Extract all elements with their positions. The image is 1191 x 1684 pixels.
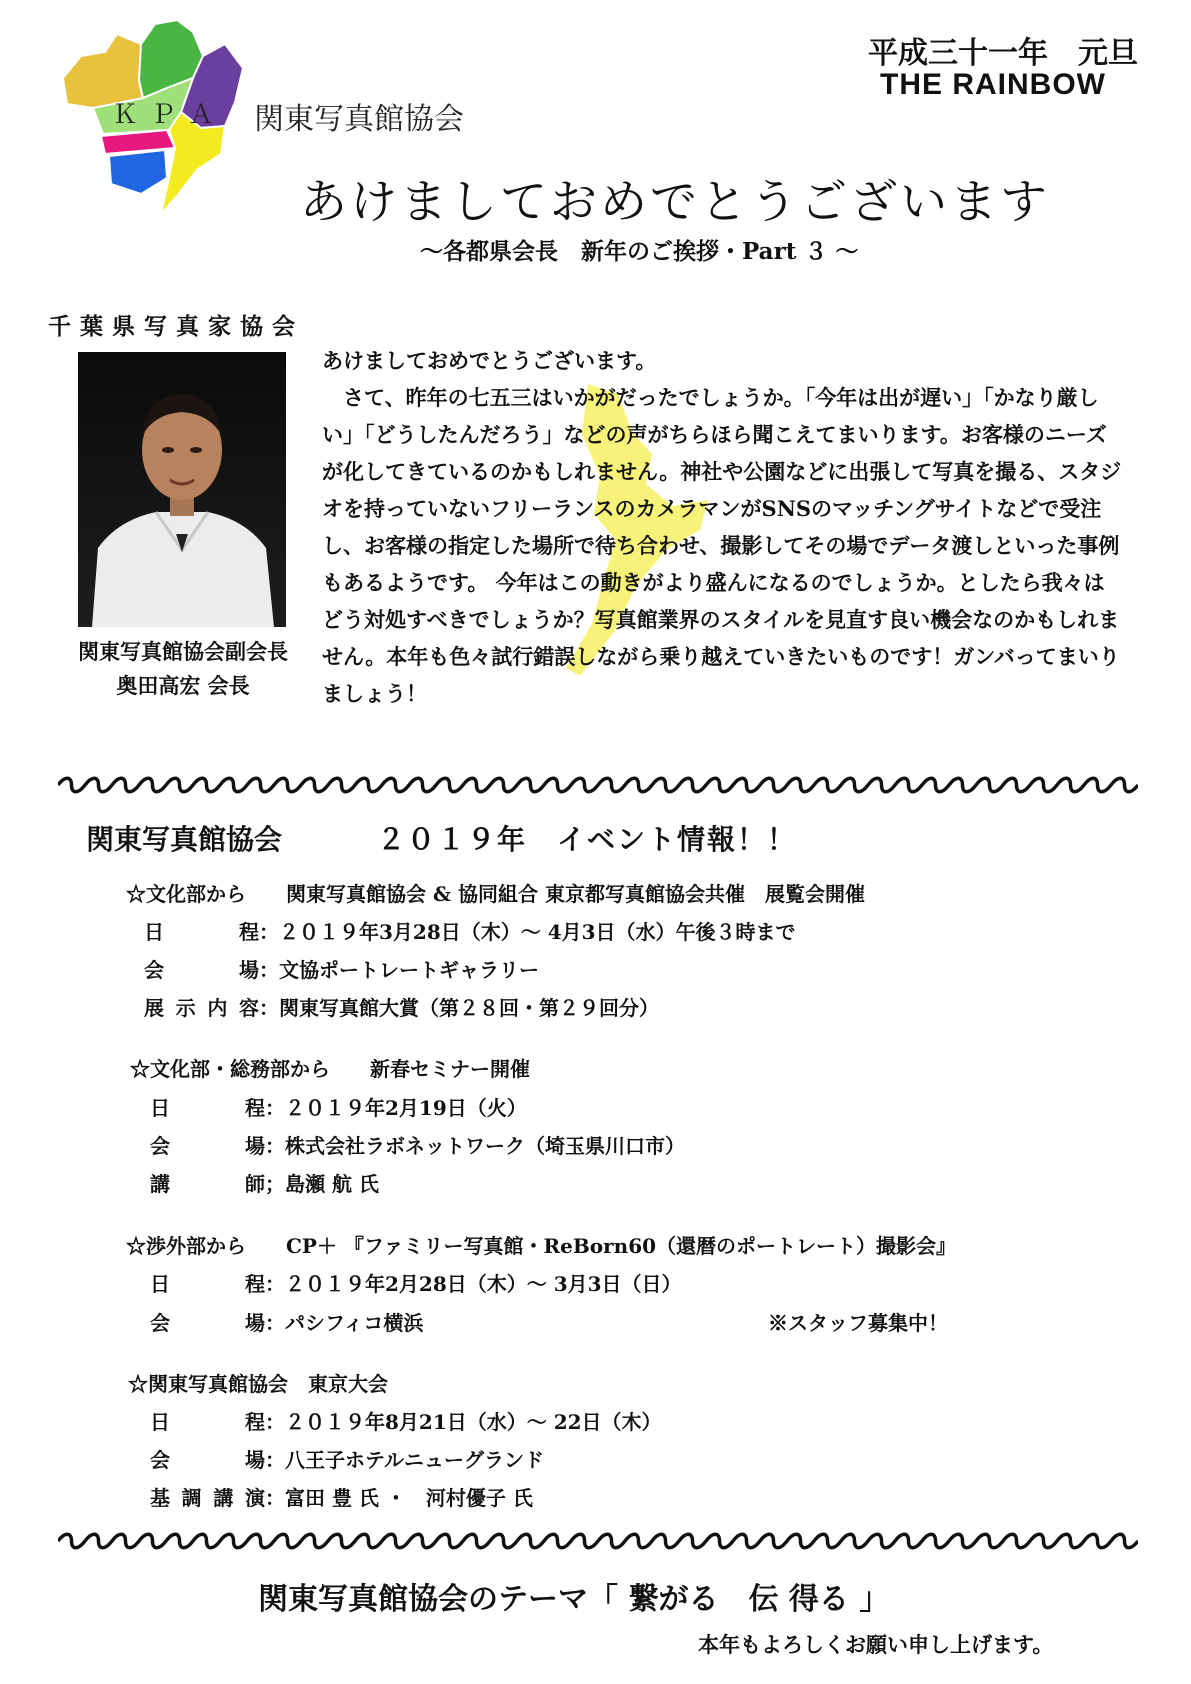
event-row-content: [144, 992, 659, 1021]
event-row-value: ：富田 豊 氏 ・ 河村優子 氏: [265, 1486, 533, 1510]
event-row-value: ：株式会社ラボネットワーク（埼玉県川口市）: [265, 1134, 685, 1158]
page-title: あけましておめでとうございます: [300, 175, 1050, 230]
caption-name: 奥田高宏 会長: [116, 673, 250, 698]
event-row-venue: [150, 1444, 544, 1473]
page-subtitle: ～各都県会長 新年のご挨拶・Part ３ ～: [420, 238, 859, 265]
event-row-label: 基調講演: [150, 1486, 265, 1510]
event-row-label: 日 程: [150, 1410, 265, 1434]
event-row-venue: [150, 1130, 685, 1159]
event-row-value: ：八王子ホテルニューグランド: [265, 1448, 544, 1472]
event-row-label: 講 師: [150, 1172, 265, 1196]
greeting-body: [322, 342, 1122, 712]
event-row-venue: [144, 954, 539, 983]
caption-title: 関東写真館協会副会長: [78, 639, 288, 664]
event-header: ☆文化部から 関東写真館協会 & 協同組合 東京都写真館協会共催 展覧会開催: [126, 882, 865, 906]
event-row-value: ：パシフィコ横浜: [265, 1311, 424, 1335]
events-heading-title: ２０１９年 イベント情報！！: [377, 823, 798, 856]
wavy-divider: [58, 1530, 1138, 1552]
event-row-lecturer: [150, 1168, 379, 1197]
events-heading: [86, 818, 797, 858]
staff-recruit-note: ※スタッフ募集中！: [768, 1311, 948, 1335]
event-row-value: ：２０１９年2月19日（火）: [265, 1096, 527, 1120]
portrait-illustration: [78, 352, 286, 627]
event-row-value: ：関東写真館大賞（第２８回・第２９回分）: [259, 996, 659, 1020]
organization-name: 関東写真館協会: [254, 102, 464, 137]
event-row-label: 日 程: [144, 920, 259, 944]
event-header: ☆関東写真館協会 東京大会: [128, 1372, 388, 1396]
event-row-label: 会 場: [144, 958, 259, 982]
event-row-value: ：文協ポートレートギャラリー: [259, 958, 539, 982]
greeting-paragraph: さて、昨年の七五三はいかがだったでしょうか。「今年は出が遅い」「かなり厳しい」「どうしたんだろう」などの声がちらほら聞こえてまいります。お客様のニーズが化してきているのかもしれません。神社や公園などに出張して写真を撮る、スタジオを持っていないフリーランスのカメラマンがSNSのマッチングサイトなどで受注し、お客様の指定した場所で待ち合わせ、撮影してその場でデータ渡しといった事例もあるようです。 今年はこの動きがより盛んになるのでしょうか。としたら我々はどう対処すべきでしょうか？写真館業界のスタイルを見直す良い機会なのかもしれません。本年も色々試行錯誤しながら乗り越えていきたいものです！ガンバってまいりましょう！: [322, 385, 1122, 706]
event-row-value: ；島瀬 航 氏: [265, 1172, 379, 1196]
event-row-label: 日 程: [150, 1096, 265, 1120]
event-header: ☆文化部・総務部から 新春セミナー開催: [130, 1057, 530, 1081]
closing-message: 本年もよろしくお願い申し上げます。: [698, 1632, 1054, 1657]
section-heading: 千葉県写真家協会: [48, 313, 304, 340]
event-header: ☆渉外部から CP＋ 『ファミリー写真館・ReBorn60（還暦のポートレート）撮影会』: [126, 1234, 957, 1258]
issue-date: 平成三十一年 元旦: [868, 36, 1138, 71]
greeting-paragraph: あけましておめでとうございます。: [322, 348, 657, 373]
association-theme: 関東写真館協会のテーマ「 繋がる 伝 得る 」: [258, 1582, 890, 1617]
event-row-keynote: [150, 1482, 533, 1511]
event-row-value: ：２０１９年3月28日（木）～ 4月3日（水）午後３時まで: [259, 920, 796, 944]
map-region-kanagawa: [109, 150, 167, 194]
event-row-dates: [150, 1092, 527, 1121]
event-row-venue: [150, 1307, 423, 1336]
photo-caption: [58, 635, 308, 703]
event-row-label: 日 程: [150, 1272, 265, 1296]
event-row-value: ：２０１９年8月21日（水）～ 22日（木）: [265, 1410, 662, 1434]
event-row-dates: [150, 1268, 682, 1297]
event-row-label: 会 場: [150, 1311, 265, 1335]
event-row-dates: [150, 1406, 662, 1435]
logo-letters: ＫＰＡ: [112, 99, 227, 129]
wavy-divider: [58, 774, 1138, 796]
event-row-label: 会 場: [150, 1134, 265, 1158]
newsletter-name: THE RAINBOW: [880, 68, 1106, 101]
event-row-value: ：２０１９年2月28日（木）～ 3月3日（日）: [265, 1272, 682, 1296]
event-row-label: 会 場: [150, 1448, 265, 1472]
portrait-photo: [78, 352, 286, 627]
event-row-dates: [144, 916, 796, 945]
event-row-label: 展示内容: [144, 996, 259, 1020]
events-heading-org: 関東写真館協会: [86, 823, 283, 856]
